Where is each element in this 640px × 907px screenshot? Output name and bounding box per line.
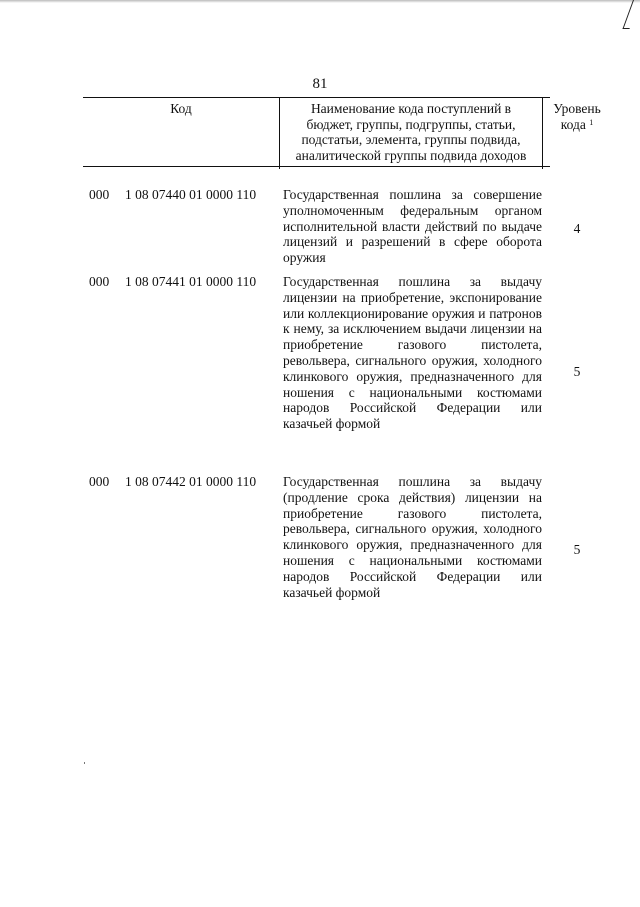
header-level-line1: Уровень — [553, 101, 601, 116]
header-name-line: аналитической группы подвида доходов — [295, 147, 527, 163]
scan-speck — [84, 762, 85, 764]
row-prefix: 000 — [89, 474, 110, 489]
header-level — [543, 98, 611, 169]
header-name-line: подстатьи, элемента, группы подвида, — [301, 132, 521, 147]
header-level-line2 — [543, 117, 611, 133]
row-prefix: 000 — [89, 187, 110, 202]
header-code: Код — [83, 98, 280, 169]
row-code: 1 08 07441 01 0000 110 — [125, 274, 257, 289]
row-description: Государственная пошлина за совершение уполномоченным федеральным органом исполнительной власти действий по выдаче лицензий и разрешений в сфере оборота оружия — [283, 187, 542, 266]
table-row — [83, 274, 603, 474]
row-code: 1 08 07440 01 0000 110 — [125, 187, 257, 202]
row-level: 5 — [573, 364, 581, 379]
scan-edge-top — [0, 0, 640, 3]
row-description: Государственная пошлина за выдачу лицензии на приобретение, экспонирование или коллекционирование оружия и патронов к нему, за исключением выдачи лицензии на приобретение газового пистолета, револьвера, сигнального оружия, холодного клинкового оружия, предназначенного для ношения с национальными костюмами народов Российской Федерации или казачьей формой — [283, 274, 542, 432]
row-level: 5 — [573, 542, 581, 557]
page-number: 81 — [312, 76, 328, 92]
row-description: Государственная пошлина за выдачу (продление срока действия) лицензии на приобретение газового пистолета, револьвера, сигнального оружия, холодного клинкового оружия, предназначенного для ношения с национальными костюмами народов Российской Федерации или казачьей формой — [283, 474, 542, 600]
header-name-line: бюджет, группы, подгруппы, статьи, — [306, 116, 516, 132]
row-code: 1 08 07442 01 0000 110 — [125, 474, 257, 489]
scan-edge-corner — [622, 0, 640, 29]
header-level-word: кода — [560, 116, 586, 132]
row-level: 4 — [573, 221, 581, 236]
row-prefix: 000 — [89, 274, 110, 289]
table-row — [83, 474, 603, 626]
footnote-marker: 1 — [589, 117, 594, 127]
table-row — [83, 187, 603, 279]
header-name — [280, 98, 543, 169]
header-name-line: Наименование кода поступлений в — [310, 101, 512, 116]
table-header — [83, 97, 601, 167]
